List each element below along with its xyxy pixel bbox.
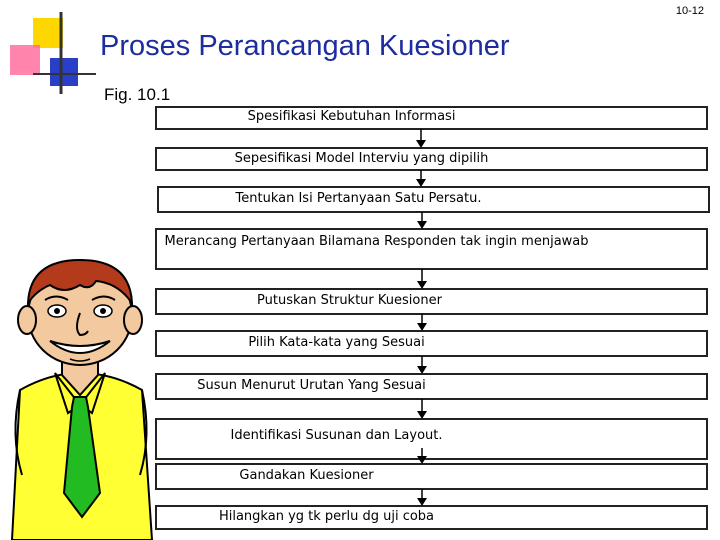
yellow-square	[33, 18, 63, 48]
flow-step-2-label: Sepesifikasi Model Interviu yang dipilih	[234, 151, 489, 166]
flow-step-3-label: Tentukan Isi Pertanyaan Satu Persatu.	[235, 191, 482, 206]
flow-step-6-label: Pilih Kata-kata yang Sesuai	[248, 335, 425, 350]
flow-step-7-label: Susun Menurut Urutan Yang Sesuai	[197, 378, 426, 393]
flow-step-5	[155, 288, 708, 315]
flow-step-9	[155, 463, 708, 490]
flow-step-1	[155, 106, 708, 130]
page-number: 10-12	[675, 5, 704, 17]
arrow-down-icon	[416, 399, 428, 419]
arrow-down-icon	[416, 448, 428, 464]
right-pupil	[100, 308, 106, 314]
flow-step-1-label: Spesifikasi Kebutuhan Informasi	[247, 109, 456, 124]
flow-step-7	[155, 373, 708, 400]
arrow-down-icon	[416, 269, 428, 289]
arrow-down-icon	[415, 129, 427, 148]
flow-step-10-label: Hilangkan yg tk perlu dg uji coba	[218, 509, 435, 524]
flow-step-2	[155, 147, 708, 171]
pink-square	[10, 45, 40, 75]
cartoon-man-illustration	[0, 255, 160, 540]
left-pupil	[54, 308, 60, 314]
flow-step-4-label: Merancang Pertanyaan Bilamana Responden tak ingin menjawab	[164, 234, 589, 249]
right-ear	[124, 306, 142, 334]
arrow-down-icon	[415, 170, 427, 187]
flow-step-8	[155, 418, 708, 460]
flow-step-3	[157, 186, 710, 213]
flow-step-4	[155, 228, 708, 270]
page-title: Proses Perancangan Kuesioner	[100, 30, 510, 62]
arrow-down-icon	[416, 314, 428, 331]
arrow-down-icon	[416, 489, 428, 506]
left-ear	[18, 306, 36, 334]
arrow-down-icon	[416, 356, 428, 374]
flow-step-5-label: Putuskan Struktur Kuesioner	[257, 293, 442, 308]
arrow-down-icon	[416, 212, 428, 229]
flow-step-8-label: Identifikasi Susunan dan Layout.	[230, 428, 443, 443]
flow-step-9-label: Gandakan Kuesioner	[239, 468, 374, 483]
figure-label: Fig. 10.1	[104, 85, 171, 104]
blue-square	[50, 58, 78, 86]
flow-step-10	[155, 505, 708, 530]
flow-step-6	[155, 330, 708, 357]
decorative-squares	[0, 0, 100, 100]
